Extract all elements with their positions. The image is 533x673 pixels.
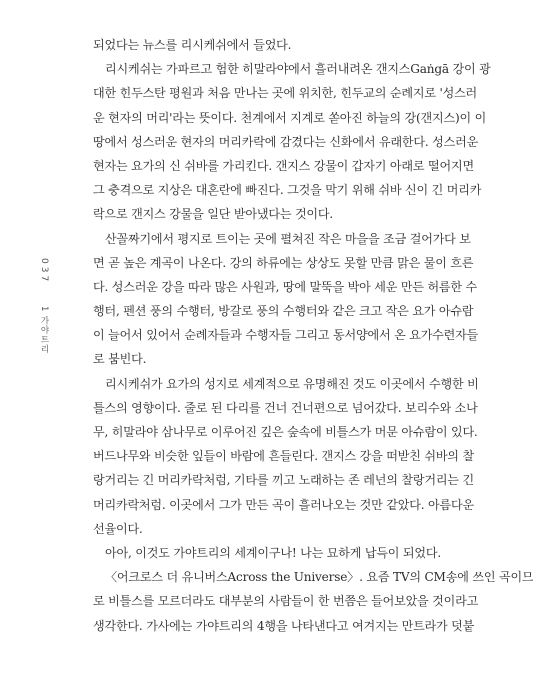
- text-line: 〈어크로스 더 유니버스Across the Universe〉. 요즘 TV의 CM송에 쓰인 곡이므: [105, 570, 533, 585]
- text-line: 선율이다.: [93, 521, 143, 536]
- running-folio: [38, 258, 50, 354]
- text-line: 생각한다. 가사에는 가야트리의 4행을 나타낸다고 여겨지는 만트라가 덧붙: [93, 618, 475, 633]
- text-line: 랑거리는 긴 머리카락처럼, 기타를 끼고 노래하는 존 레넌의 찰랑거리는 긴: [93, 473, 474, 488]
- text-line: 다. 성스러운 강을 따라 많은 사원과, 땅에 말뚝을 박아 세운 만든 허름한 수: [93, 279, 478, 294]
- text-line: 산꼴짜기에서 평지로 트이는 곳에 펼쳐진 작은 마을을 조금 걸어가다 보: [105, 231, 471, 246]
- text-line: 대한 힌두스탄 평원과 처음 만나는 곳에 위치한, 힌두교의 순례지로 '성스러: [93, 86, 478, 101]
- text-line: 버드나무와 비슷한 잎들이 바람에 흔들린다. 갠지스 강을 떠받친 쉬바의 찰: [93, 449, 474, 464]
- text-line: 현자는 요가의 신 쉬바를 가리킨다. 갠지스 강물이 갑자기 아래로 떨어지면: [93, 158, 474, 173]
- text-line: 운 현자의 머리'라는 뜻이다. 천계에서 지계로 쏟아진 하늘의 강(갠지스)이 이: [93, 110, 487, 125]
- text-line: 머리카락처럼. 이곳에서 그가 만든 곡이 흘러나오는 것만 같았다. 아름다운: [93, 497, 474, 512]
- text-line: 로 비틀스를 모르더라도 대부분의 사람들이 한 번쯤은 들어보았을 것이라고: [93, 594, 479, 609]
- text-line: 그 충격으로 지상은 대혼란에 빠진다. 그것을 막기 위해 쉬바 신이 긴 머리카: [93, 183, 482, 198]
- text-line: 로 붐빈다.: [93, 352, 147, 367]
- text-line: 무, 히말라야 삼나무로 이루어진 깊은 숲속에 비틀스가 머문 아슈람이 있다.: [93, 425, 478, 439]
- text-line: 리시케쉬가 요가의 성지로 세계적으로 유명해진 것도 이곳에서 수행한 비: [105, 376, 479, 391]
- text-line: 리시케쉬는 가파르고 험한 히말라야에서 흘러내려온 갠지스Gaṅgā 강이 광: [105, 62, 491, 77]
- text-line: 락으로 갠지스 강물을 일단 받아냈다는 것이다.: [93, 207, 334, 222]
- text-line: 되었다는 뉴스를 리시케쉬에서 들었다.: [93, 38, 292, 52]
- text-line: 땅에서 성스러운 현자의 머리카락에 감겼다는 신화에서 유래한다. 성스러운: [93, 134, 479, 149]
- text-line: 아아, 이것도 가야트리의 세계이구나! 나는 묘하게 납득이 되었다.: [105, 545, 442, 560]
- text-line: 이 늘어서 있어서 순례자들과 수행자들 그리고 동서양에서 온 요가수련자들: [93, 328, 479, 343]
- page-number: 037: [39, 258, 49, 285]
- body-text: [93, 33, 533, 638]
- text-line: 행터, 펜션 풍의 수행터, 방갈로 풍의 수행터와 같은 크고 작은 요가 아슈람: [93, 304, 474, 319]
- running-chapter-title: 1 가야트리: [39, 306, 49, 355]
- text-line: 틀스의 영향이다. 줄로 된 다리를 건너 건너편으로 넘어갔다. 보리수와 소나: [93, 400, 478, 415]
- text-line: 면 곧 높은 계곡이 나온다. 강의 하류에는 상상도 못할 만큼 맑은 물이 흐른: [93, 255, 474, 270]
